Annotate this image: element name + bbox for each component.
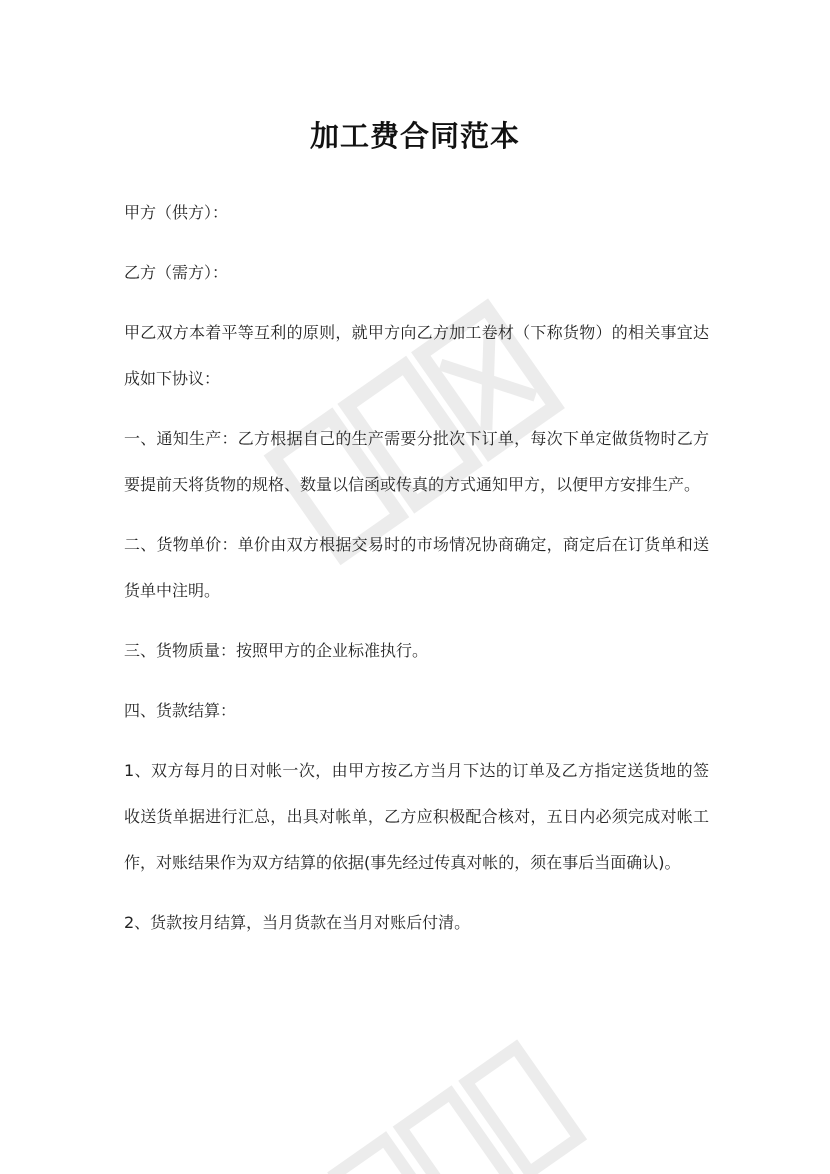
watermark-logo-bottom [308,1020,613,1174]
clause-4-item-1: 1、双方每月的日对帐一次，由甲方按乙方当月下达的订单及乙方指定送货地的签收送货单据进行汇总，出具对帐单，乙方应积极配合核对，五日内必须完成对帐工作，对账结果作为双方结算的依据(事先经过传真对帐的，须在事后当面确认)。 [124,761,709,872]
party-a-line: 甲方（供方）： [124,203,229,222]
clause-4-settlement-heading: 四、货款结算： [124,701,237,720]
party-b-line: 乙方（需方）： [124,263,229,282]
preamble-paragraph: 甲乙双方本着平等互利的原则，就甲方向乙方加工卷材（下称货物）的相关事宜达成如下协议： [124,323,709,388]
document-title: 加工费合同范本 [309,119,520,153]
clause-4-item-2: 2、货款按月结算，当月货款在当月对账后付清。 [124,913,471,932]
clause-3-quality: 三、货物质量：按照甲方的企业标准执行。 [124,641,429,660]
document-body [124,190,709,960]
clause-2-unit-price: 二、货物单价：单价由双方根据交易时的市场情况协商确定，商定后在订货单和送货单中注明。 [124,535,709,600]
clause-1-production-notice: 一、通知生产：乙方根据自己的生产需要分批次下订单，每次下单定做货物时乙方要提前天将货物的规格、数量以信函或传真的方式通知甲方，以便甲方安排生产。 [124,429,709,494]
